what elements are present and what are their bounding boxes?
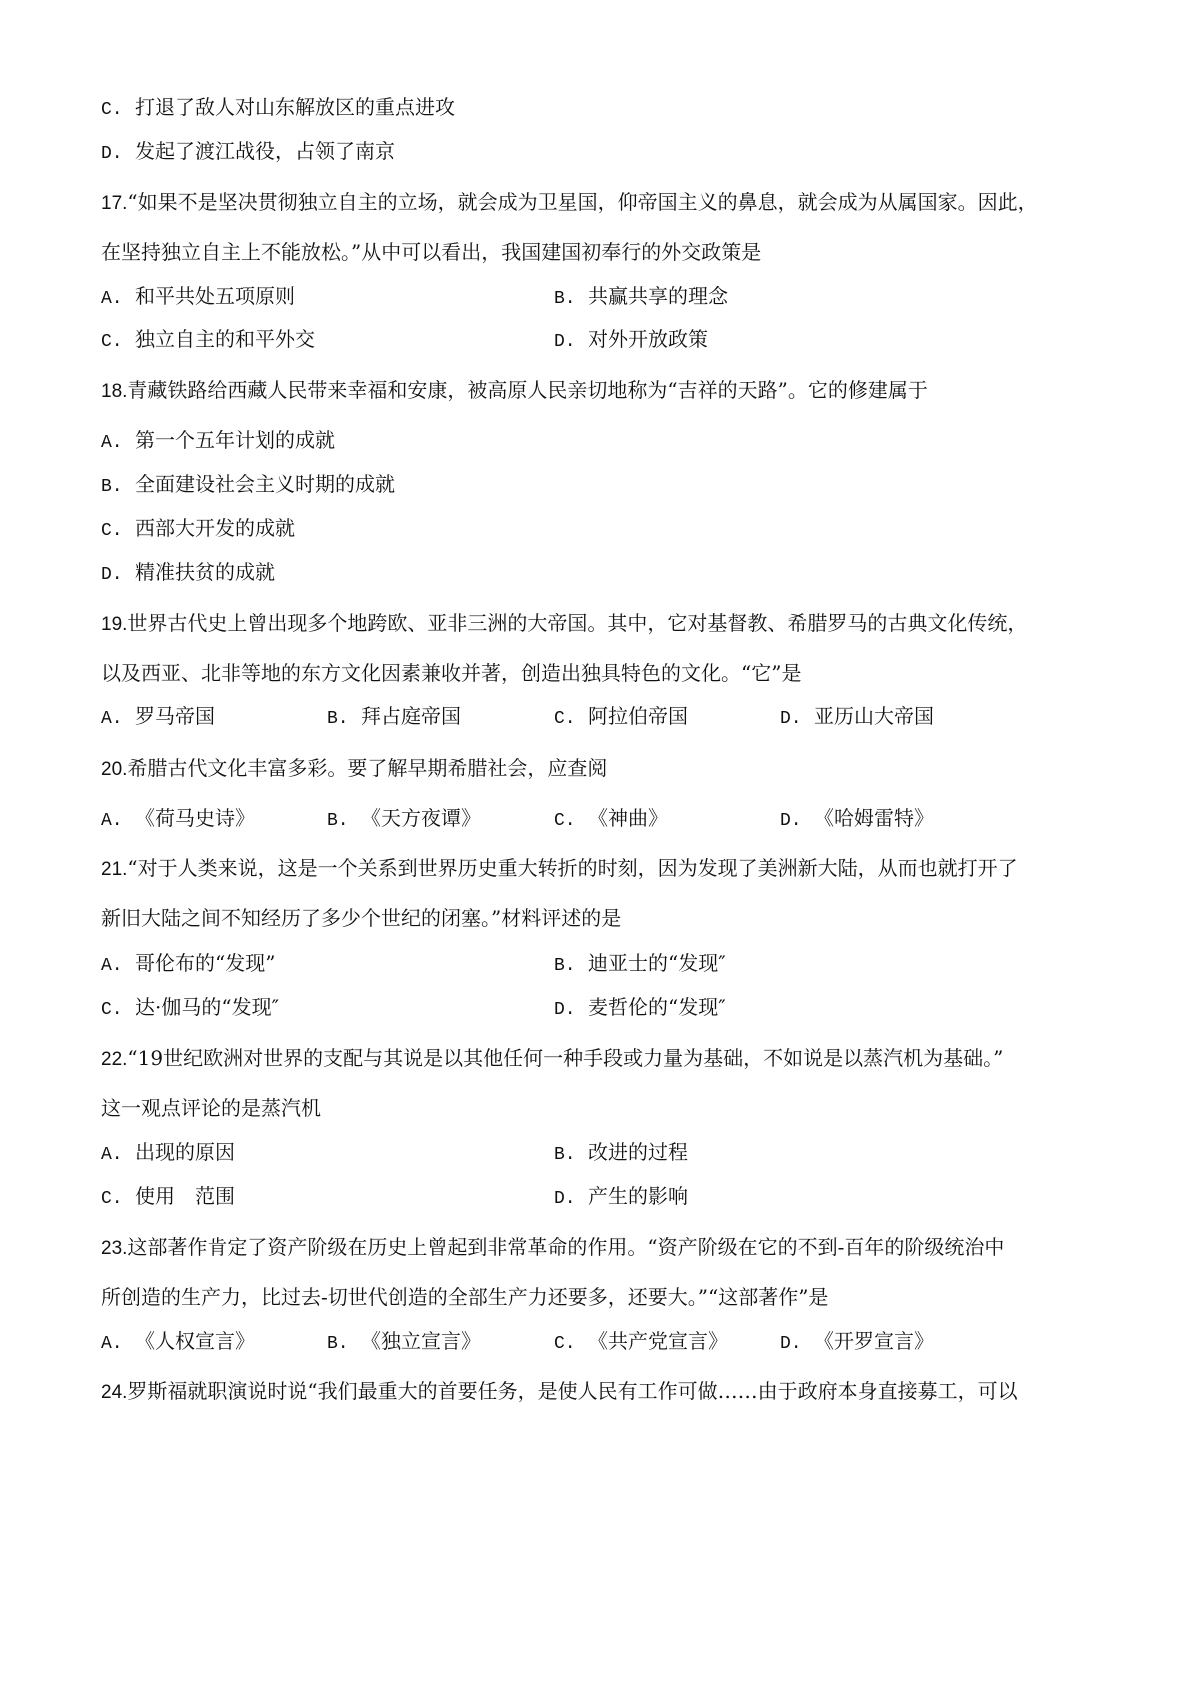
q18-option-d: D. 精准扶贫的成就 bbox=[101, 560, 275, 585]
q23-stem-line-2: 所创造的生产力，比过去-切世代创造的全部生产力还要多，还要大。”“这部著作”是 bbox=[101, 1285, 829, 1309]
q19-option-d: D. 亚历山大帝国 bbox=[780, 704, 934, 729]
q16-option-c: C. 打退了敌人对山东解放区的重点进攻 bbox=[101, 95, 455, 120]
q19-option-a: A. 罗马帝国 bbox=[101, 704, 215, 729]
q21-stem-line-2: 新旧大陆之间不知经历了多少个世纪的闭塞。”材料评述的是 bbox=[101, 906, 622, 930]
q17-stem-line-2: 在坚持独立自主上不能放松。”从中可以看出，我国建国初奉行的外交政策是 bbox=[101, 240, 762, 264]
q18-option-b: B. 全面建设社会主义时期的成就 bbox=[101, 472, 395, 497]
q17-option-d: D. 对外开放政策 bbox=[554, 327, 708, 352]
q18-option-c: C. 西部大开发的成就 bbox=[101, 516, 295, 541]
q20-stem-line-1: 20.希腊古代文化丰富多彩。要了解早期希腊社会，应查阅 bbox=[101, 756, 608, 780]
q22-option-a: A. 出现的原因 bbox=[101, 1140, 235, 1165]
q21-option-a: A. 哥伦布的“发现” bbox=[101, 951, 276, 976]
q22-stem-line-1: 22.“19世纪欧洲对世界的支配与其说是以其他任何一种手段或力量为基础，不如说是以蒸汽机为基础。” bbox=[101, 1046, 1004, 1070]
q17-option-b: B. 共赢共享的理念 bbox=[554, 284, 728, 309]
q22-stem-line-2: 这一观点评论的是蒸汽机 bbox=[101, 1096, 321, 1120]
q17-option-a: A. 和平共处五项原则 bbox=[101, 284, 295, 309]
q22-option-d: D. 产生的影响 bbox=[554, 1184, 688, 1209]
q19-stem-line-2: 以及西亚、北非等地的东方文化因素兼收并著，创造出独具特色的文化。“它”是 bbox=[101, 661, 802, 685]
q19-stem-line-1: 19.世界古代史上曾出现多个地跨欧、亚非三洲的大帝国。其中，它对基督教、希腊罗马的古典文化传统， bbox=[101, 611, 1028, 635]
q21-stem-line-1: 21.“对于人类来说，这是一个关系到世界历史重大转折的时刻，因为发现了美洲新大陆，从而也就打开了 bbox=[101, 856, 1018, 880]
q21-option-c: C. 达·伽马的“发现″ bbox=[101, 995, 280, 1020]
q22-option-c: C. 使用 范围 bbox=[101, 1184, 235, 1209]
q20-option-a: A. 《荷马史诗》 bbox=[101, 806, 255, 831]
q23-option-d: D. 《开罗宣言》 bbox=[780, 1329, 934, 1354]
q17-option-c: C. 独立自主的和平外交 bbox=[101, 327, 315, 352]
q23-stem-line-1: 23.这部著作肯定了资产阶级在历史上曾起到非常革命的作用。“资产阶级在它的不到-百年的阶级统治中 bbox=[101, 1235, 1005, 1259]
q17-stem-line-1: 17.“如果不是坚决贯彻独立自主的立场，就会成为卫星国，仰帝国主义的鼻息，就会成为从属国家。因此， bbox=[101, 190, 1038, 214]
q23-option-b: B. 《独立宣言》 bbox=[327, 1329, 481, 1354]
q20-option-b: B. 《天方夜谭》 bbox=[327, 806, 481, 831]
q18-option-a: A. 第一个五年计划的成就 bbox=[101, 428, 335, 453]
q22-option-b: B. 改进的过程 bbox=[554, 1140, 688, 1165]
q23-option-a: A. 《人权宣言》 bbox=[101, 1329, 255, 1354]
q18-stem-line-1: 18.青藏铁路给西藏人民带来幸福和安康，被高原人民亲切地称为“吉祥的天路”。它的修建属于 bbox=[101, 378, 928, 402]
q19-option-c: C. 阿拉伯帝国 bbox=[554, 704, 688, 729]
q23-option-c: C. 《共产党宣言》 bbox=[554, 1329, 728, 1354]
q20-option-c: C. 《神曲》 bbox=[554, 806, 668, 831]
q20-option-d: D. 《哈姆雷特》 bbox=[780, 806, 934, 831]
q16-option-d: D. 发起了渡江战役，占领了南京 bbox=[101, 139, 395, 164]
q19-option-b: B. 拜占庭帝国 bbox=[327, 704, 461, 729]
q21-option-d: D. 麦哲伦的“发现″ bbox=[554, 995, 726, 1020]
q24-stem-line-1: 24.罗斯福就职演说时说“我们最重大的首要任务，是使人民有工作可做……由于政府本身直接募工，可以 bbox=[101, 1379, 1018, 1403]
q21-option-b: B. 迪亚士的“发现″ bbox=[554, 951, 726, 976]
